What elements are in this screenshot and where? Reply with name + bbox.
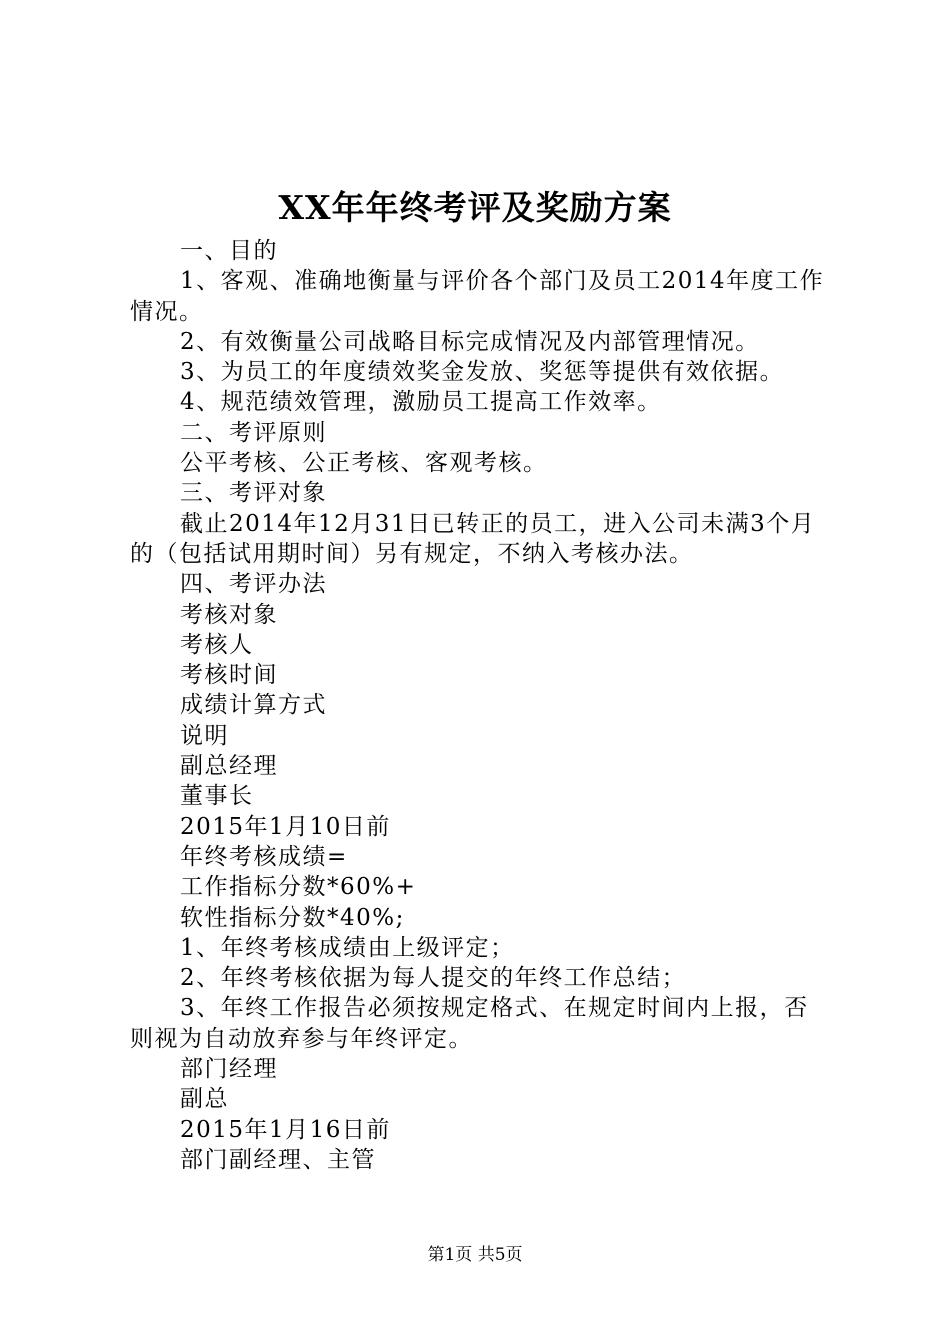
paragraph: 1、年终考核成绩由上级评定； — [180, 934, 515, 961]
table-text-line: 部门经理 — [180, 1056, 278, 1083]
table-text-line: 年终考核成绩= — [180, 843, 348, 870]
table-text-line: 董事长 — [180, 783, 254, 810]
paragraph: 2、年终考核依据为每人提交的年终工作总结； — [180, 965, 687, 992]
table-text-line: 考核时间 — [180, 662, 278, 689]
table-text-line: 说明 — [180, 722, 229, 749]
table-text-line: 2015年1月10日前 — [180, 813, 391, 840]
table-text-line: 成绩计算方式 — [180, 692, 327, 719]
paragraph: 3、为员工的年度绩效奖金发放、奖惩等提供有效依据。 — [180, 359, 785, 386]
page-number: 第1页 共5页 — [427, 1245, 523, 1265]
section-heading-methods: 四、考评办法 — [180, 571, 327, 598]
section-heading-purpose: 一、目的 — [180, 238, 278, 264]
table-text-line: 工作指标分数*60%+ — [180, 874, 417, 901]
paragraph: 2、有效衡量公司战略目标完成情况及内部管理情况。 — [180, 328, 760, 355]
table-text-line: 考核人 — [180, 631, 254, 658]
paragraph: 3、年终工作报告必须按规定格式、在规定时间内上报，否则视为自动放弃参与年终评定。 — [130, 995, 809, 1052]
paragraph: 4、规范绩效管理，激励员工提高工作效率。 — [180, 389, 662, 416]
table-text-line: 副总 — [180, 1086, 229, 1113]
paragraph: 公平考核、公正考核、客观考核。 — [180, 450, 548, 477]
document-title: XX年年终考评及奖励方案 — [278, 188, 672, 227]
paragraph: 截止2014年12月31日已转正的员工，进入公司未满3个月的（包括试用期时间）另有规定，不纳入考核办法。 — [130, 510, 816, 567]
table-text-line: 副总经理 — [180, 753, 278, 780]
paragraph: 1、客观、准确地衡量与评价各个部门及员工2014年度工作情况。 — [130, 268, 825, 325]
table-text-line: 2015年1月16日前 — [180, 1116, 391, 1143]
section-heading-targets: 三、考评对象 — [180, 480, 327, 507]
table-text-line: 考核对象 — [180, 601, 278, 628]
table-text-line: 软性指标分数*40%; — [180, 904, 405, 931]
section-heading-principles: 二、考评原则 — [180, 419, 327, 446]
document-body — [130, 236, 830, 1175]
table-text-line: 部门副经理、主管 — [180, 1146, 376, 1173]
